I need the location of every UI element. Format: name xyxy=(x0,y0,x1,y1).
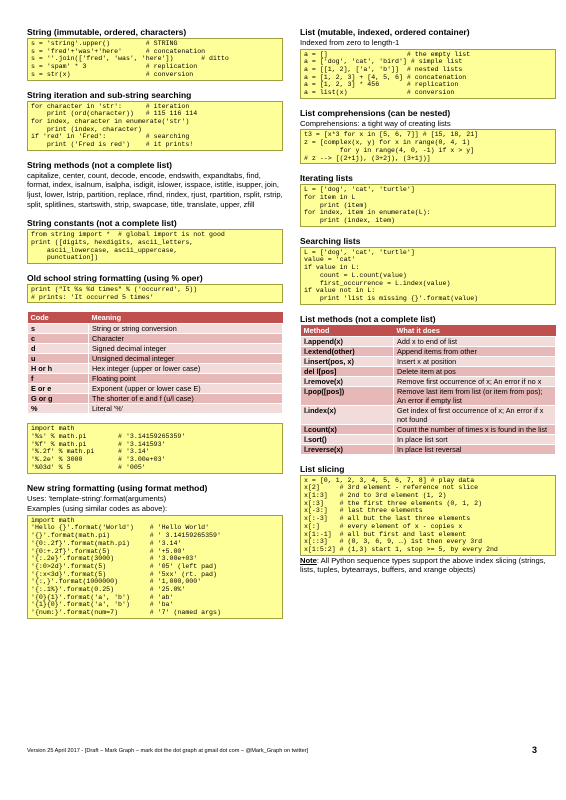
table-row xyxy=(28,334,283,344)
code-block: t3 = [x*3 for x in [5, 6, 7]] # [15, 18, 21] z = [complex(x, y) for x in range(0, 4, 1) for y in range(4, 0, -1) if x > y] # z --> [(2+1j), (3+2j), (3+1j)] xyxy=(300,129,556,164)
slicing-note xyxy=(300,556,556,575)
table-header: Meaning xyxy=(89,312,283,324)
code-block: x = [0, 1, 2, 3, 4, 5, 6, 7, 8] # play data x[2] # 3rd element - reference not slice x[1:3] # 2nd to 3rd element (1, 2) x[:3] # the first three elements (0, 1, 2) x[-3:] # last three elements x[:-3] # all but the last three elements x[:] # every element of x - copies x x[1:-1] # all but first and last element x[::3] # (0, 3, 6, 9, …) 1st then every 3rd x[1:5:2] # (1,3) start 1, stop >= 5, by every 2nd xyxy=(300,475,556,556)
format-examples-section xyxy=(27,423,283,473)
table-row xyxy=(301,386,556,405)
table-value-cell: In place list sort xyxy=(394,434,556,444)
page-number: 3 xyxy=(532,745,538,755)
table-row xyxy=(28,324,283,334)
page-footer: Version 25 April 2017 - [Draft – Mark Graph – mark dot the dot graph at gmail dot com – @Mark_Graph on twitter] xyxy=(27,748,309,754)
section-title: String methods (not a complete list) xyxy=(27,159,172,170)
table-row xyxy=(301,424,556,434)
table-row xyxy=(301,434,556,444)
table-key-cell: f xyxy=(28,374,89,384)
table-key-cell: l.pop([pos]) xyxy=(301,386,394,405)
iterating-lists-section xyxy=(300,173,556,227)
table-row xyxy=(28,404,283,414)
section-title: String constants (not a complete list) xyxy=(27,218,177,229)
code-block: print ("It %s %d times" % ('occurred', 5)) # prints: 'It occurred 5 times' xyxy=(27,284,283,303)
section-title: Iterating lists xyxy=(300,173,353,184)
table-key-cell: H or h xyxy=(28,364,89,374)
left-column xyxy=(27,27,283,628)
table-key-cell: del l[pos] xyxy=(301,366,394,376)
table-row xyxy=(301,366,556,376)
table-key-cell: s xyxy=(28,324,89,334)
table-value-cell: Unsigned decimal integer xyxy=(89,354,283,364)
table-key-cell: l.extend(other) xyxy=(301,346,394,356)
table-value-cell: Remove first occurrence of x; An error if no x xyxy=(394,376,556,386)
table-key-cell: G or g xyxy=(28,394,89,404)
table-value-cell: Count the number of times x is found in the list xyxy=(394,424,556,434)
methods-paragraph: capitalize, center, count, decode, encode, endswith, expandtabs, find, format, index, isalnum, isalpha, isdigit, islower, isspace, istitle, isupper, join, ljust, lower, lstrip, partition, replace, rfind, rindex, rjust, rpartition, rsplit, rstrip, split, splitlines, startswith, strip, swapcase, title, translate, upper, zfill xyxy=(27,170,283,209)
code-block: import math 'Hello {}'.format('World') # 'Hello World' '{}'.format(math.pi) # ' 3.14159265359' '{0:.2f}'.format(math.pi) # '3.14' '{0:+.2f}'.format(5) # '+5.00' '{:.2e}'.format(3000) # '3.00e+03' '{:0>2d}'.format(5) # '05' (left pad) '{:x<3d}'.format(5) # '5xx' (rt. pad) '{:,}'.format(1000000) # '1,000,000' '{:.1%}'.format(0.25) # '25.0%' '{0}{1}'.format('a', 'b') # 'ab' '{1}{0}'.format('a', 'b') # 'ba' '{num:}'.format(num=7) # '7' (named args) xyxy=(27,515,283,619)
string-methods-section xyxy=(27,160,283,209)
string-iteration-section xyxy=(27,90,283,151)
old-formatting-section xyxy=(27,273,283,303)
table-key-cell: l.index(x) xyxy=(301,405,394,424)
section-subtitle: Comprehensions: a tight way of creating lists xyxy=(300,118,451,128)
list-slicing-section xyxy=(300,464,556,575)
table-row xyxy=(28,394,283,404)
table-row xyxy=(301,346,556,356)
table-key-cell: c xyxy=(28,334,89,344)
note-label: Note xyxy=(300,555,317,565)
table-header: What it does xyxy=(394,325,556,337)
table-value-cell: Floating point xyxy=(89,374,283,384)
table-value-cell: Append items from other xyxy=(394,346,556,356)
table-row xyxy=(28,384,283,394)
searching-lists-section xyxy=(300,236,556,305)
table-row xyxy=(28,374,283,384)
section-title: Old school string formatting (using % oper) xyxy=(27,272,203,283)
table-value-cell: Delete item at pos xyxy=(394,366,556,376)
table-key-cell: l.reverse(x) xyxy=(301,444,394,454)
table-key-cell: l.count(x) xyxy=(301,424,394,434)
string-constants-section xyxy=(27,218,283,264)
table-row xyxy=(301,405,556,424)
table-value-cell: Signed decimal integer xyxy=(89,344,283,354)
table-row xyxy=(28,354,283,364)
format-codes-table xyxy=(27,312,283,414)
table-value-cell: Get index of first occurrence of x; An error if x not found xyxy=(394,405,556,424)
table-row xyxy=(301,356,556,366)
table-value-cell: Remove last item from list (or item from pos); An error if empty list xyxy=(394,386,556,405)
code-block: for character in 'str': # iteration print (ord(character)) # 115 116 114 for index, character in enumerate('str') print (index, character) if 'red' in 'Fred': # searching print ('Fred is red') # it prints! xyxy=(27,101,283,151)
table-value-cell: Character xyxy=(89,334,283,344)
list-methods-section xyxy=(300,314,556,455)
list-comprehensions-section xyxy=(300,108,556,164)
code-block: import math '%s' % math.pi # '3.14159265359' '%f' % math.pi # '3.141593' '%.2f' % math.pi # '3.14' '%.2e' % 3000 # '3.00e+03' '%03d' % 5 # '005' xyxy=(27,423,283,473)
table-row xyxy=(301,376,556,386)
code-block: L = ['dog', 'cat', 'turtle'] value = 'cat' if value in L: count = L.count(value) first_occurrence = L.index(value) if value not in L: print 'list is missing {}'.format(value) xyxy=(300,247,556,305)
code-block: from string import * # global import is not good print ([digits, hexdigits, ascii_letters, ascii_lowercase, ascii_uppercase, punctuation]) xyxy=(27,229,283,264)
table-row xyxy=(301,336,556,346)
new-formatting-section xyxy=(27,483,283,619)
section-subtitle: Examples (using similar codes as above): xyxy=(27,504,168,514)
code-block: a = [] # the empty list a = ['dog', 'cat', 'bird'] # simple list a = [[1, 2], ['a', 'b']] # nested lists a = [1, 2, 3] + [4, 5, 6] # concatenation a = [1, 2, 3] * 456 # replication a = list(x) # conversion xyxy=(300,49,556,99)
table-value-cell: Exponent (upper or lower case E) xyxy=(89,384,283,394)
table-value-cell: The shorter of e and f (u/l case) xyxy=(89,394,283,404)
table-key-cell: l.insert(pos, x) xyxy=(301,356,394,366)
section-title: List (mutable, indexed, ordered container) xyxy=(300,27,470,37)
section-title: List slicing xyxy=(300,463,345,474)
table-key-cell: E or e xyxy=(28,384,89,394)
code-block: L = ['dog', 'cat', 'turtle'] for item in L print (item) for index, item in enumerate(L): print (index, item) xyxy=(300,184,556,227)
section-title: List comprehensions (can be nested) xyxy=(300,107,451,118)
list-methods-table xyxy=(300,325,556,455)
table-key-cell: l.remove(x) xyxy=(301,376,394,386)
table-header: Code xyxy=(28,312,89,324)
string-section xyxy=(27,27,283,81)
note-text: : All Python sequence types support the above index slicing (strings, lists, tuples, bytearrays, buffers, and xrange objects) xyxy=(300,555,546,575)
table-key-cell: u xyxy=(28,354,89,364)
table-row xyxy=(28,364,283,374)
right-column xyxy=(300,27,556,584)
list-section xyxy=(300,27,556,99)
section-title: Searching lists xyxy=(300,235,361,246)
code-block: s = 'string'.upper() # STRING s = 'fred'+'was'+'here' # concatenation s = ''.join(['fred', 'was', 'here']) # ditto s = 'spam' * 3 # replication s = str(x) # conversion xyxy=(27,38,283,81)
section-title: String iteration and sub-string searching xyxy=(27,89,192,100)
format-codes-table-section xyxy=(27,312,283,414)
table-key-cell: l.sort() xyxy=(301,434,394,444)
section-subtitle: Indexed from zero to length-1 xyxy=(300,38,400,47)
table-value-cell: String or string conversion xyxy=(89,324,283,334)
table-value-cell: Insert x at position xyxy=(394,356,556,366)
section-title: List methods (not a complete list) xyxy=(300,313,436,324)
table-row xyxy=(301,444,556,454)
table-key-cell: % xyxy=(28,404,89,414)
table-header: Method xyxy=(301,325,394,337)
section-subtitle: Uses: 'template-string'.format(arguments) xyxy=(27,493,167,503)
section-title: String (immutable, ordered, characters) xyxy=(27,27,187,37)
table-value-cell: Hex integer (upper or lower case) xyxy=(89,364,283,374)
table-value-cell: Literal '%' xyxy=(89,404,283,414)
table-row xyxy=(28,344,283,354)
table-value-cell: In place list reversal xyxy=(394,444,556,454)
table-key-cell: d xyxy=(28,344,89,354)
table-value-cell: Add x to end of list xyxy=(394,336,556,346)
section-title: New string formatting (using format method) xyxy=(27,482,208,493)
table-key-cell: l.append(x) xyxy=(301,336,394,346)
